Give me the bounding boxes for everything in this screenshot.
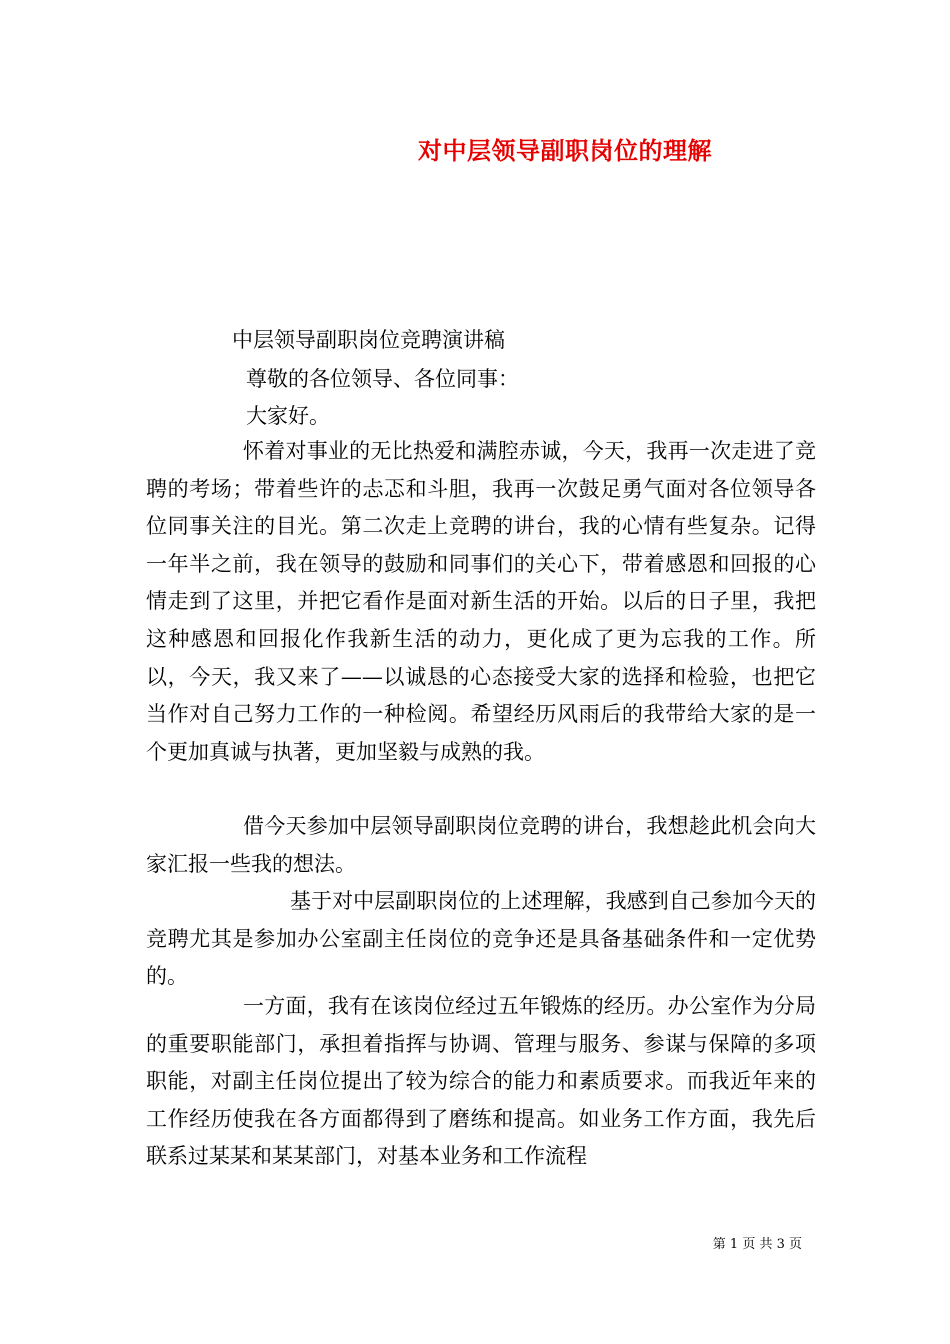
body-paragraph: 基于对中层副职岗位的上述理解，我感到自己参加今天的竞聘尤其是参加办公室副主任岗位的竞争还是具备基础条件和一定优势的。 bbox=[146, 889, 816, 989]
salutation: 尊敬的各位领导、各位同事： bbox=[246, 367, 519, 391]
body-paragraph: 一方面，我有在该岗位经过五年锻炼的经历。办公室作为分局的重要职能部门，承担着指挥与协调、管理与服务、参谋与保障的多项职能，对副主任岗位提出了较为综合的能力和素质要求。而我近年来的工作经历使我在各方面都得到了磨练和提高。如业务工作方面，我先后联系过某某和某某部门，对基本业务和工作流程 bbox=[146, 994, 816, 1169]
document-subtitle: 中层领导副职岗位竞聘演讲稿 bbox=[232, 328, 505, 352]
body-paragraph: 怀着对事业的无比热爱和满腔赤诚，今天，我再一次走进了竞聘的考场；带着些许的忐忑和斗胆，我再一次鼓足勇气面对各位领导各位同事关注的目光。第二次走上竞聘的讲台，我的心情有些复杂。记得一年半之前，我在领导的鼓励和同事们的关心下，带着感恩和回报的心情走到了这里，并把它看作是面对新生活的开始。以后的日子里，我把这种感恩和回报化作我新生活的动力，更化成了更为忘我的工作。所以，今天，我又来了——以诚恳的心态接受大家的选择和检验，也把它当作对自己努力工作的一种检阅。希望经历风雨后的我带给大家的是一个更加真诚与执著，更加坚毅与成熟的我。 bbox=[146, 439, 816, 764]
page-footer: 第 1 页 共 3 页 bbox=[712, 1237, 802, 1252]
body-paragraph: 借今天参加中层领导副职岗位竞聘的讲台，我想趁此机会向大家汇报一些我的想法。 bbox=[146, 814, 816, 876]
document-title: 对中层领导副职岗位的理解 bbox=[418, 136, 712, 165]
greeting: 大家好。 bbox=[246, 404, 330, 428]
